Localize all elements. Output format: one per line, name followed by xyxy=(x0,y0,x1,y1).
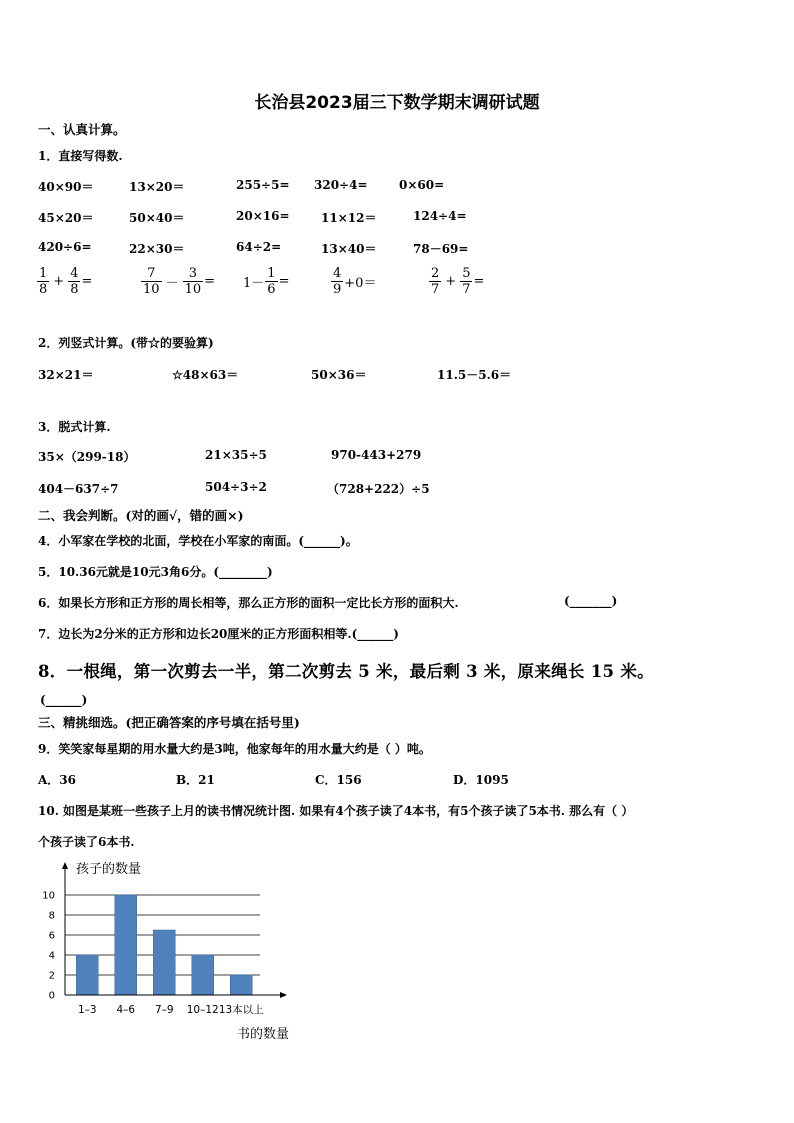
calc-item: 22×30＝ xyxy=(129,242,185,256)
question-8: 8．一根绳，第一次剪去一半，第二次剪去 5 米，最后剩 3 米，原来绳长 15 米。 xyxy=(38,662,654,681)
calc-item: 40×90＝ xyxy=(38,180,94,194)
calc-item: 78－69= xyxy=(413,242,469,256)
x-tick-label: 10–12 xyxy=(186,1004,219,1016)
calc-item: 11.5－5.6＝ xyxy=(437,368,512,382)
equals: = xyxy=(278,274,290,289)
numerator: 4 xyxy=(70,266,79,281)
bar xyxy=(192,955,214,995)
x-axis-label: 书的数量 xyxy=(237,1027,290,1042)
section-heading-1: 一、认真计算。 xyxy=(38,122,126,137)
calc-item: ☆48×63＝ xyxy=(172,368,239,382)
answer-blank: (______) xyxy=(40,693,88,707)
question-9: 9．笑笑家每星期的用水量大约是3吨，他家每年的用水量大约是（ ）吨。 xyxy=(38,742,431,756)
calc-item: 13×40＝ xyxy=(321,242,377,256)
page-title: 长治县2023届三下数学期末调研试题 xyxy=(254,93,540,113)
fraction-expression-1 xyxy=(36,266,92,297)
denominator: 8 xyxy=(39,282,48,297)
question-10-line-2: 个孩子读了6本书. xyxy=(38,835,135,849)
equals: = xyxy=(81,274,93,289)
y-tick-label: 8 xyxy=(48,910,55,922)
calc-item: 255÷5= xyxy=(236,178,290,192)
fraction-expression-5 xyxy=(428,266,484,297)
numerator: 5 xyxy=(462,266,471,281)
calc-item: 35×（299-18） xyxy=(38,450,136,464)
x-axis-arrow-icon xyxy=(280,992,287,998)
calc-item: 64÷2= xyxy=(236,240,282,254)
calc-item: 504÷3÷2 xyxy=(205,480,267,494)
option-b: B．21 xyxy=(176,773,215,787)
calc-item: 13×20＝ xyxy=(129,180,185,194)
answer-blank: (_______) xyxy=(564,594,618,608)
prefix: 1－ xyxy=(243,276,265,291)
calc-item: 45×20＝ xyxy=(38,211,94,225)
calc-item: 404－637÷7 xyxy=(38,482,119,496)
calc-item: 970-443+279 xyxy=(331,448,422,462)
numerator: 7 xyxy=(147,266,156,281)
denominator: 10 xyxy=(184,282,202,297)
equals: = xyxy=(204,274,216,289)
question-1-label: 1．直接写得数. xyxy=(38,149,123,163)
option-c: C．156 xyxy=(315,773,362,787)
y-tick-label: 4 xyxy=(48,950,55,962)
bar xyxy=(153,930,175,995)
section-heading-3: 三、精挑细选。(把正确答案的序号填在括号里) xyxy=(38,715,300,730)
equals: = xyxy=(473,274,485,289)
calc-item: 32×21＝ xyxy=(38,368,94,382)
numerator: 1 xyxy=(39,266,48,281)
fraction-expression-3 xyxy=(243,266,289,297)
y-tick-label: 10 xyxy=(42,890,55,902)
calc-item: 0×60= xyxy=(399,178,445,192)
y-tick-label: 0 xyxy=(48,990,55,1002)
calc-item: 21×35÷5 xyxy=(205,448,267,462)
numerator: 2 xyxy=(431,266,440,281)
question-2-label: 2．列竖式计算。(带☆的要验算) xyxy=(38,336,214,350)
fraction-expression-2 xyxy=(140,266,215,297)
option-d: D．1095 xyxy=(453,773,509,787)
denominator: 7 xyxy=(431,282,440,297)
denominator: 6 xyxy=(267,282,276,297)
operator: + xyxy=(53,274,65,289)
denominator: 9 xyxy=(333,282,342,297)
bar xyxy=(115,895,137,995)
operator: － xyxy=(165,276,179,291)
fraction-expression-4 xyxy=(330,266,376,297)
bar-chart xyxy=(30,852,310,1052)
question-7: 7．边长为2分米的正方形和边长20厘米的正方形面积相等.(______) xyxy=(38,627,399,641)
question-4: 4．小军家在学校的北面，学校在小军家的南面。(______)。 xyxy=(38,534,358,548)
x-tick-label: 4–6 xyxy=(116,1004,136,1016)
numerator: 3 xyxy=(188,266,197,281)
x-tick-label: 13本以上 xyxy=(218,1004,264,1016)
denominator: 7 xyxy=(462,282,471,297)
numerator: 4 xyxy=(333,266,342,281)
question-3-label: 3．脱式计算. xyxy=(38,420,111,434)
y-axis-label: 孩子的数量 xyxy=(76,862,142,877)
x-tick-label: 1–3 xyxy=(77,1004,97,1016)
question-6: 6．如果长方形和正方形的周长相等，那么正方形的面积一定比长方形的面积大. xyxy=(38,596,459,610)
calc-item: 124÷4= xyxy=(413,209,467,223)
calc-item: 320÷4= xyxy=(314,178,368,192)
denominator: 8 xyxy=(70,282,79,297)
y-tick-label: 2 xyxy=(48,970,55,982)
bar xyxy=(76,955,98,995)
question-10-line-1: 10. 如图是某班一些孩子上月的读书情况统计图. 如果有4个孩子读了4本书，有5个孩子读了5本书. 那么有（ ） xyxy=(38,804,634,818)
calc-item: 420÷6= xyxy=(38,240,92,254)
denominator: 10 xyxy=(143,282,160,297)
numerator: 1 xyxy=(267,266,276,281)
y-tick-label: 6 xyxy=(48,930,55,942)
x-tick-label: 7–9 xyxy=(154,1004,174,1016)
calc-item: 11×12＝ xyxy=(321,211,377,225)
calc-item: 50×40＝ xyxy=(129,211,185,225)
question-5: 5．10.36元就是10元3角6分。(________) xyxy=(38,565,273,579)
operator: + xyxy=(445,274,457,289)
option-a: A．36 xyxy=(38,773,77,787)
calc-item: 20×16= xyxy=(236,209,290,223)
section-heading-2: 二、我会判断。(对的画√，错的画×) xyxy=(38,508,244,523)
tail: +0＝ xyxy=(344,276,377,291)
bar xyxy=(230,975,252,995)
calc-item: 50×36＝ xyxy=(311,368,367,382)
calc-item: （728+222）÷5 xyxy=(327,482,430,496)
y-axis-arrow-icon xyxy=(62,862,68,869)
